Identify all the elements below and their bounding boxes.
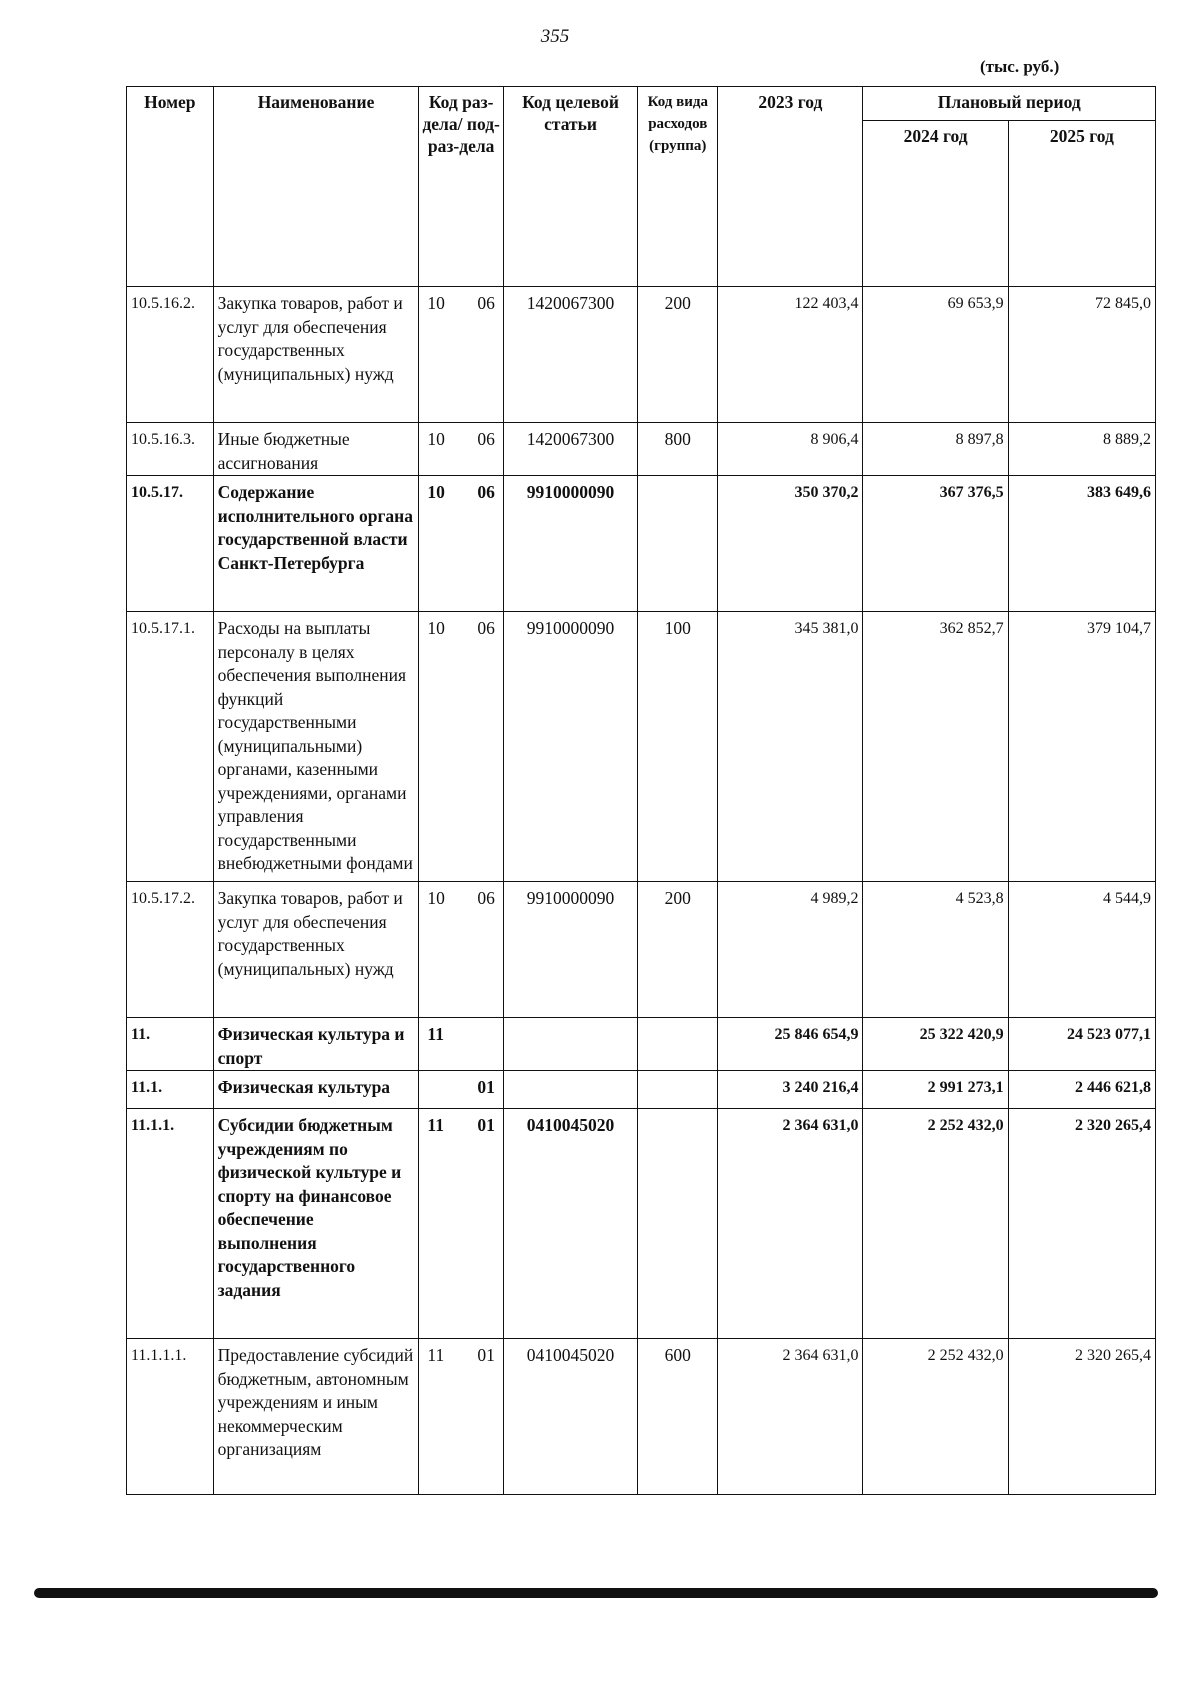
amount-2024: 2 252 432,0 <box>863 1339 1008 1495</box>
section-code-cell <box>419 1109 503 1339</box>
page-number: 355 <box>540 26 570 47</box>
amount-2025: 24 523 077,1 <box>1008 1018 1155 1071</box>
row-name: Закупка товаров, работ и услуг для обеспечения государственных (муниципальных) нужд <box>213 882 419 1018</box>
row-number: 10.5.16.3. <box>127 423 214 476</box>
table-row <box>127 287 1156 423</box>
header-year-2025: 2025 год <box>1008 121 1155 287</box>
row-name: Содержание исполнительного органа государственной власти Санкт-Петербурга <box>213 476 419 612</box>
section-code: 11 <box>427 1345 445 1365</box>
header-number: Номер <box>127 87 214 287</box>
target-code: 1420067300 <box>503 287 637 423</box>
header-section-code: Код раз-дела/ под-раз-дела <box>419 87 503 287</box>
table-row <box>127 1071 1156 1109</box>
target-code: 0410045020 <box>503 1109 637 1339</box>
table-row <box>127 1018 1156 1071</box>
section-code: 10 <box>427 888 445 908</box>
section-code: 11 <box>427 1024 444 1044</box>
amount-2025: 2 320 265,4 <box>1008 1339 1155 1495</box>
amount-2023: 122 403,4 <box>718 287 863 423</box>
amount-2024: 8 897,8 <box>863 423 1008 476</box>
header-year-2023: 2023 год <box>718 87 863 287</box>
target-code: 0410045020 <box>503 1339 637 1495</box>
target-code <box>503 1071 637 1109</box>
amount-2024: 2 252 432,0 <box>863 1109 1008 1339</box>
header-name: Наименование <box>213 87 419 287</box>
section-code-cell <box>419 612 503 882</box>
section-code: 11 <box>427 1115 444 1135</box>
amount-2024: 4 523,8 <box>863 882 1008 1018</box>
row-name: Физическая культура <box>213 1071 419 1109</box>
section-code-cell <box>419 287 503 423</box>
expense-code <box>638 1071 718 1109</box>
amount-2023: 2 364 631,0 <box>718 1109 863 1339</box>
amount-2023: 25 846 654,9 <box>718 1018 863 1071</box>
row-number: 11.1.1.1. <box>127 1339 214 1495</box>
row-number: 10.5.17.2. <box>127 882 214 1018</box>
table-row <box>127 882 1156 1018</box>
header-expense-code: Код вида расходов (группа) <box>638 87 718 287</box>
header-year-2024: 2024 год <box>863 121 1008 287</box>
row-name: Физическая культура и спорт <box>213 1018 419 1071</box>
expense-code: 200 <box>638 882 718 1018</box>
subsection-code: 01 <box>477 1345 495 1365</box>
table-row <box>127 1339 1156 1495</box>
target-code: 9910000090 <box>503 612 637 882</box>
expense-code <box>638 1109 718 1339</box>
subsection-code: 06 <box>477 429 495 449</box>
amount-2025: 2 320 265,4 <box>1008 1109 1155 1339</box>
amount-2025: 2 446 621,8 <box>1008 1071 1155 1109</box>
target-code: 9910000090 <box>503 476 637 612</box>
row-number: 11. <box>127 1018 214 1071</box>
expense-code <box>638 1018 718 1071</box>
table-body <box>127 287 1156 1495</box>
section-code-cell <box>419 423 503 476</box>
amount-2024: 25 322 420,9 <box>863 1018 1008 1071</box>
row-number: 11.1.1. <box>127 1109 214 1339</box>
section-code-cell <box>419 476 503 612</box>
expense-code: 600 <box>638 1339 718 1495</box>
row-number: 11.1. <box>127 1071 214 1109</box>
expense-code: 800 <box>638 423 718 476</box>
section-code: 10 <box>427 293 445 313</box>
row-number: 10.5.17.1. <box>127 612 214 882</box>
header-planned-period: Плановый период <box>863 87 1156 121</box>
amount-2023: 3 240 216,4 <box>718 1071 863 1109</box>
amount-2024: 2 991 273,1 <box>863 1071 1008 1109</box>
amount-2023: 345 381,0 <box>718 612 863 882</box>
amount-2023: 8 906,4 <box>718 423 863 476</box>
table-row <box>127 612 1156 882</box>
subsection-code: 06 <box>477 482 495 502</box>
amount-2023: 2 364 631,0 <box>718 1339 863 1495</box>
table-row <box>127 476 1156 612</box>
section-code-cell <box>419 1339 503 1495</box>
expense-code: 200 <box>638 287 718 423</box>
table-row <box>127 1109 1156 1339</box>
row-name: Субсидии бюджетным учреждениям по физической культуре и спорту на финансовое обеспечение выполнения государственного задания <box>213 1109 419 1339</box>
target-code <box>503 1018 637 1071</box>
target-code: 9910000090 <box>503 882 637 1018</box>
amount-2024: 362 852,7 <box>863 612 1008 882</box>
header-target-code: Код целевой статьи <box>503 87 637 287</box>
expense-code <box>638 476 718 612</box>
section-code-cell <box>419 1071 503 1109</box>
amount-2024: 69 653,9 <box>863 287 1008 423</box>
row-number: 10.5.17. <box>127 476 214 612</box>
section-code: 10 <box>427 482 445 502</box>
subsection-code: 06 <box>477 618 495 638</box>
units-label: (тыс. руб.) <box>980 57 1060 76</box>
amount-2025: 8 889,2 <box>1008 423 1155 476</box>
amount-2023: 350 370,2 <box>718 476 863 612</box>
amount-2025: 4 544,9 <box>1008 882 1155 1018</box>
subsection-code: 06 <box>477 293 495 313</box>
amount-2025: 383 649,6 <box>1008 476 1155 612</box>
amount-2025: 72 845,0 <box>1008 287 1155 423</box>
row-number: 10.5.16.2. <box>127 287 214 423</box>
row-name: Предоставление субсидий бюджетным, автономным учреждениям и иным некоммерческим организациям <box>213 1339 419 1495</box>
amount-2024: 367 376,5 <box>863 476 1008 612</box>
subsection-code: 01 <box>477 1077 495 1097</box>
section-code-cell <box>419 1018 503 1071</box>
row-name: Иные бюджетные ассигнования <box>213 423 419 476</box>
section-code: 10 <box>427 618 445 638</box>
subsection-code: 06 <box>477 888 495 908</box>
amount-2023: 4 989,2 <box>718 882 863 1018</box>
expense-code: 100 <box>638 612 718 882</box>
section-code: 10 <box>427 429 445 449</box>
subsection-code: 01 <box>477 1115 495 1135</box>
amount-2025: 379 104,7 <box>1008 612 1155 882</box>
table-row <box>127 423 1156 476</box>
row-name: Расходы на выплаты персоналу в целях обеспечения выполнения функций государственными (муниципальными) органами, казенными учреждениями, органами управления государственными внебюджетными фондами <box>213 612 419 882</box>
target-code: 1420067300 <box>503 423 637 476</box>
bottom-rule <box>34 1588 1158 1598</box>
section-code-cell <box>419 882 503 1018</box>
row-name: Закупка товаров, работ и услуг для обеспечения государственных (муниципальных) нужд <box>213 287 419 423</box>
budget-table <box>126 86 1156 1495</box>
